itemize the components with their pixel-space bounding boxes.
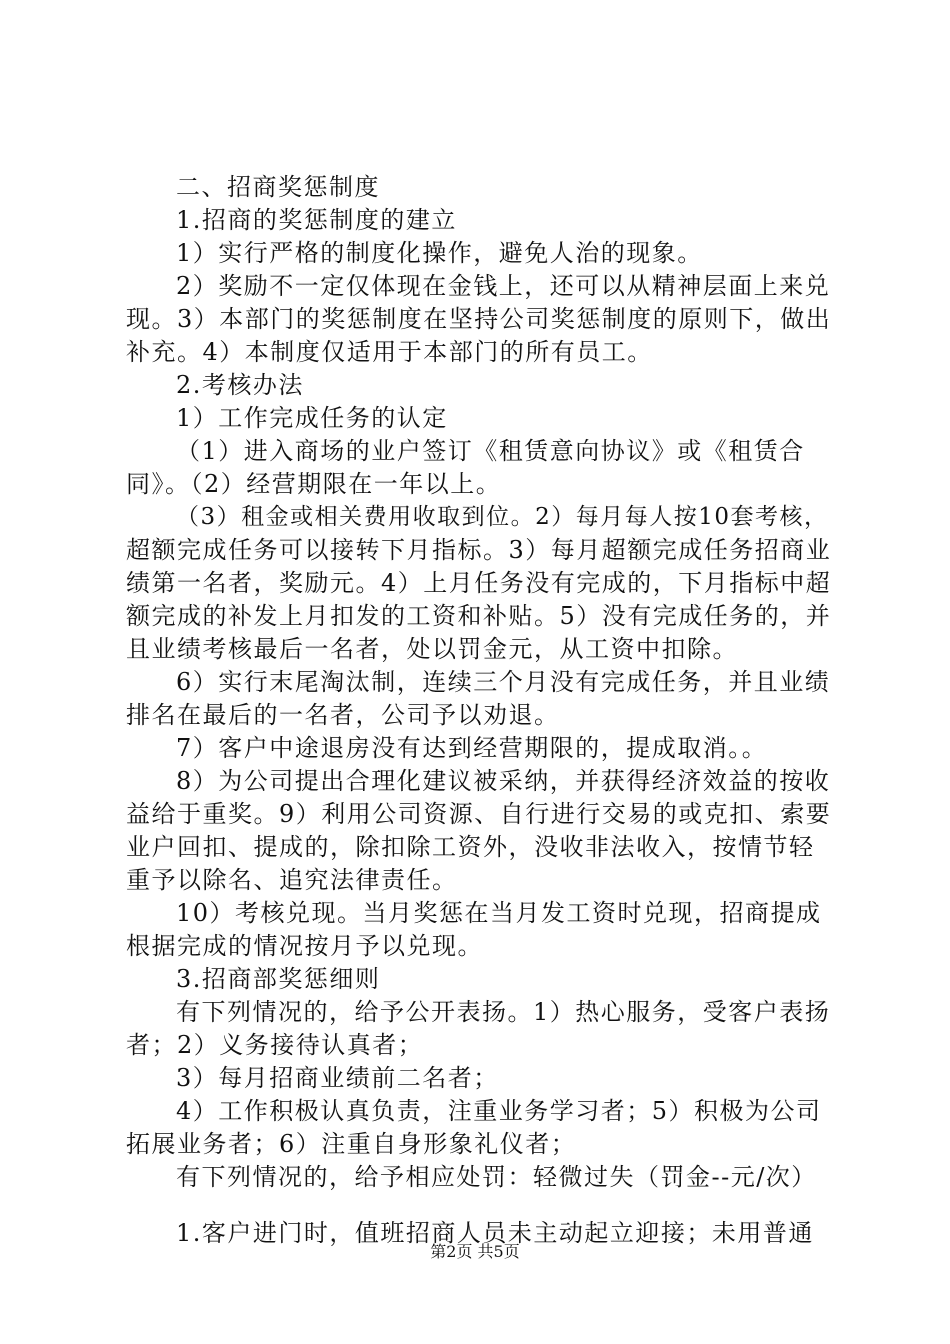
text-line: 4）工作积极认真负责，注重业务学习者；5）积极为公司 — [176, 1097, 822, 1125]
section-heading: 二、招商奖惩制度 — [176, 173, 380, 201]
text-line: 重予以除名、追究法律责任。 — [126, 866, 458, 894]
text-line: 1）实行严格的制度化操作，避免人治的现象。 — [176, 239, 703, 267]
text-line: 排名在最后的一名者，公司予以劝退。 — [126, 701, 560, 729]
text-line: 超额完成任务可以接转下月指标。3）每月超额完成任务招商业 — [126, 536, 832, 564]
text-line: 业户回扣、提成的，除扣除工资外，没收非法收入，按情节轻 — [126, 833, 815, 861]
text-line: 有下列情况的，给予相应处罚：轻微过失（罚金--元/次） — [176, 1163, 817, 1191]
text-line: 1）工作完成任务的认定 — [176, 404, 448, 432]
text-line: 同》。（2）经营期限在一年以上。 — [126, 470, 502, 498]
text-line: 7）客户中途退房没有达到经营期限的，提成取消。。 — [176, 734, 768, 762]
text-line: 根据完成的情况按月予以兑现。 — [126, 932, 483, 960]
text-line: 补充。4）本制度仅适用于本部门的所有员工。 — [126, 338, 653, 366]
text-line: 拓展业务者；6）注重自身形象礼仪者； — [126, 1130, 577, 1158]
text-line: 3）每月招商业绩前二名者； — [176, 1064, 499, 1092]
text-line: 且业绩考核最后一名者，处以罚金元，从工资中扣除。 — [126, 635, 738, 663]
text-line: 2）奖励不一定仅体现在金钱上，还可以从精神层面上来兑 — [176, 272, 831, 300]
text-line: 绩第一名者，奖励元。4）上月任务没有完成的，下月指标中超 — [126, 569, 832, 597]
text-line: 6）实行末尾淘汰制，连续三个月没有完成任务，并且业绩 — [176, 668, 831, 696]
text-line: 有下列情况的，给予公开表扬。1）热心服务，受客户表扬 — [176, 998, 831, 1026]
text-line: （1）进入商场的业户签订《租赁意向协议》或《租赁合 — [176, 437, 805, 465]
page-number-footer: 第2页 共5页 — [430, 1242, 520, 1261]
text-line: 8）为公司提出合理化建议被采纳，并获得经济效益的按收 — [176, 767, 831, 795]
subsection-heading: 1.招商的奖惩制度的建立 — [176, 206, 457, 234]
text-line: 10）考核兑现。当月奖惩在当月发工资时兑现，招商提成 — [176, 899, 822, 927]
text-line: 1.客户进门时，值班招商人员未主动起立迎接；未用普通 — [176, 1219, 814, 1247]
text-line: 额完成的补发上月扣发的工资和补贴。5）没有完成任务的，并 — [126, 602, 832, 630]
text-line: 现。3）本部门的奖惩制度在坚持公司奖惩制度的原则下，做出 — [126, 305, 832, 333]
subsection-heading: 3.招商部奖惩细则 — [176, 965, 381, 993]
text-line: （3）租金或相关费用收取到位。2）每月每人按10套考核， — [176, 504, 829, 530]
subsection-heading: 2.考核办法 — [176, 371, 304, 399]
text-line: 者；2）义务接待认真者； — [126, 1031, 424, 1059]
text-line: 益给于重奖。9）利用公司资源、自行进行交易的或克扣、索要 — [126, 800, 832, 828]
